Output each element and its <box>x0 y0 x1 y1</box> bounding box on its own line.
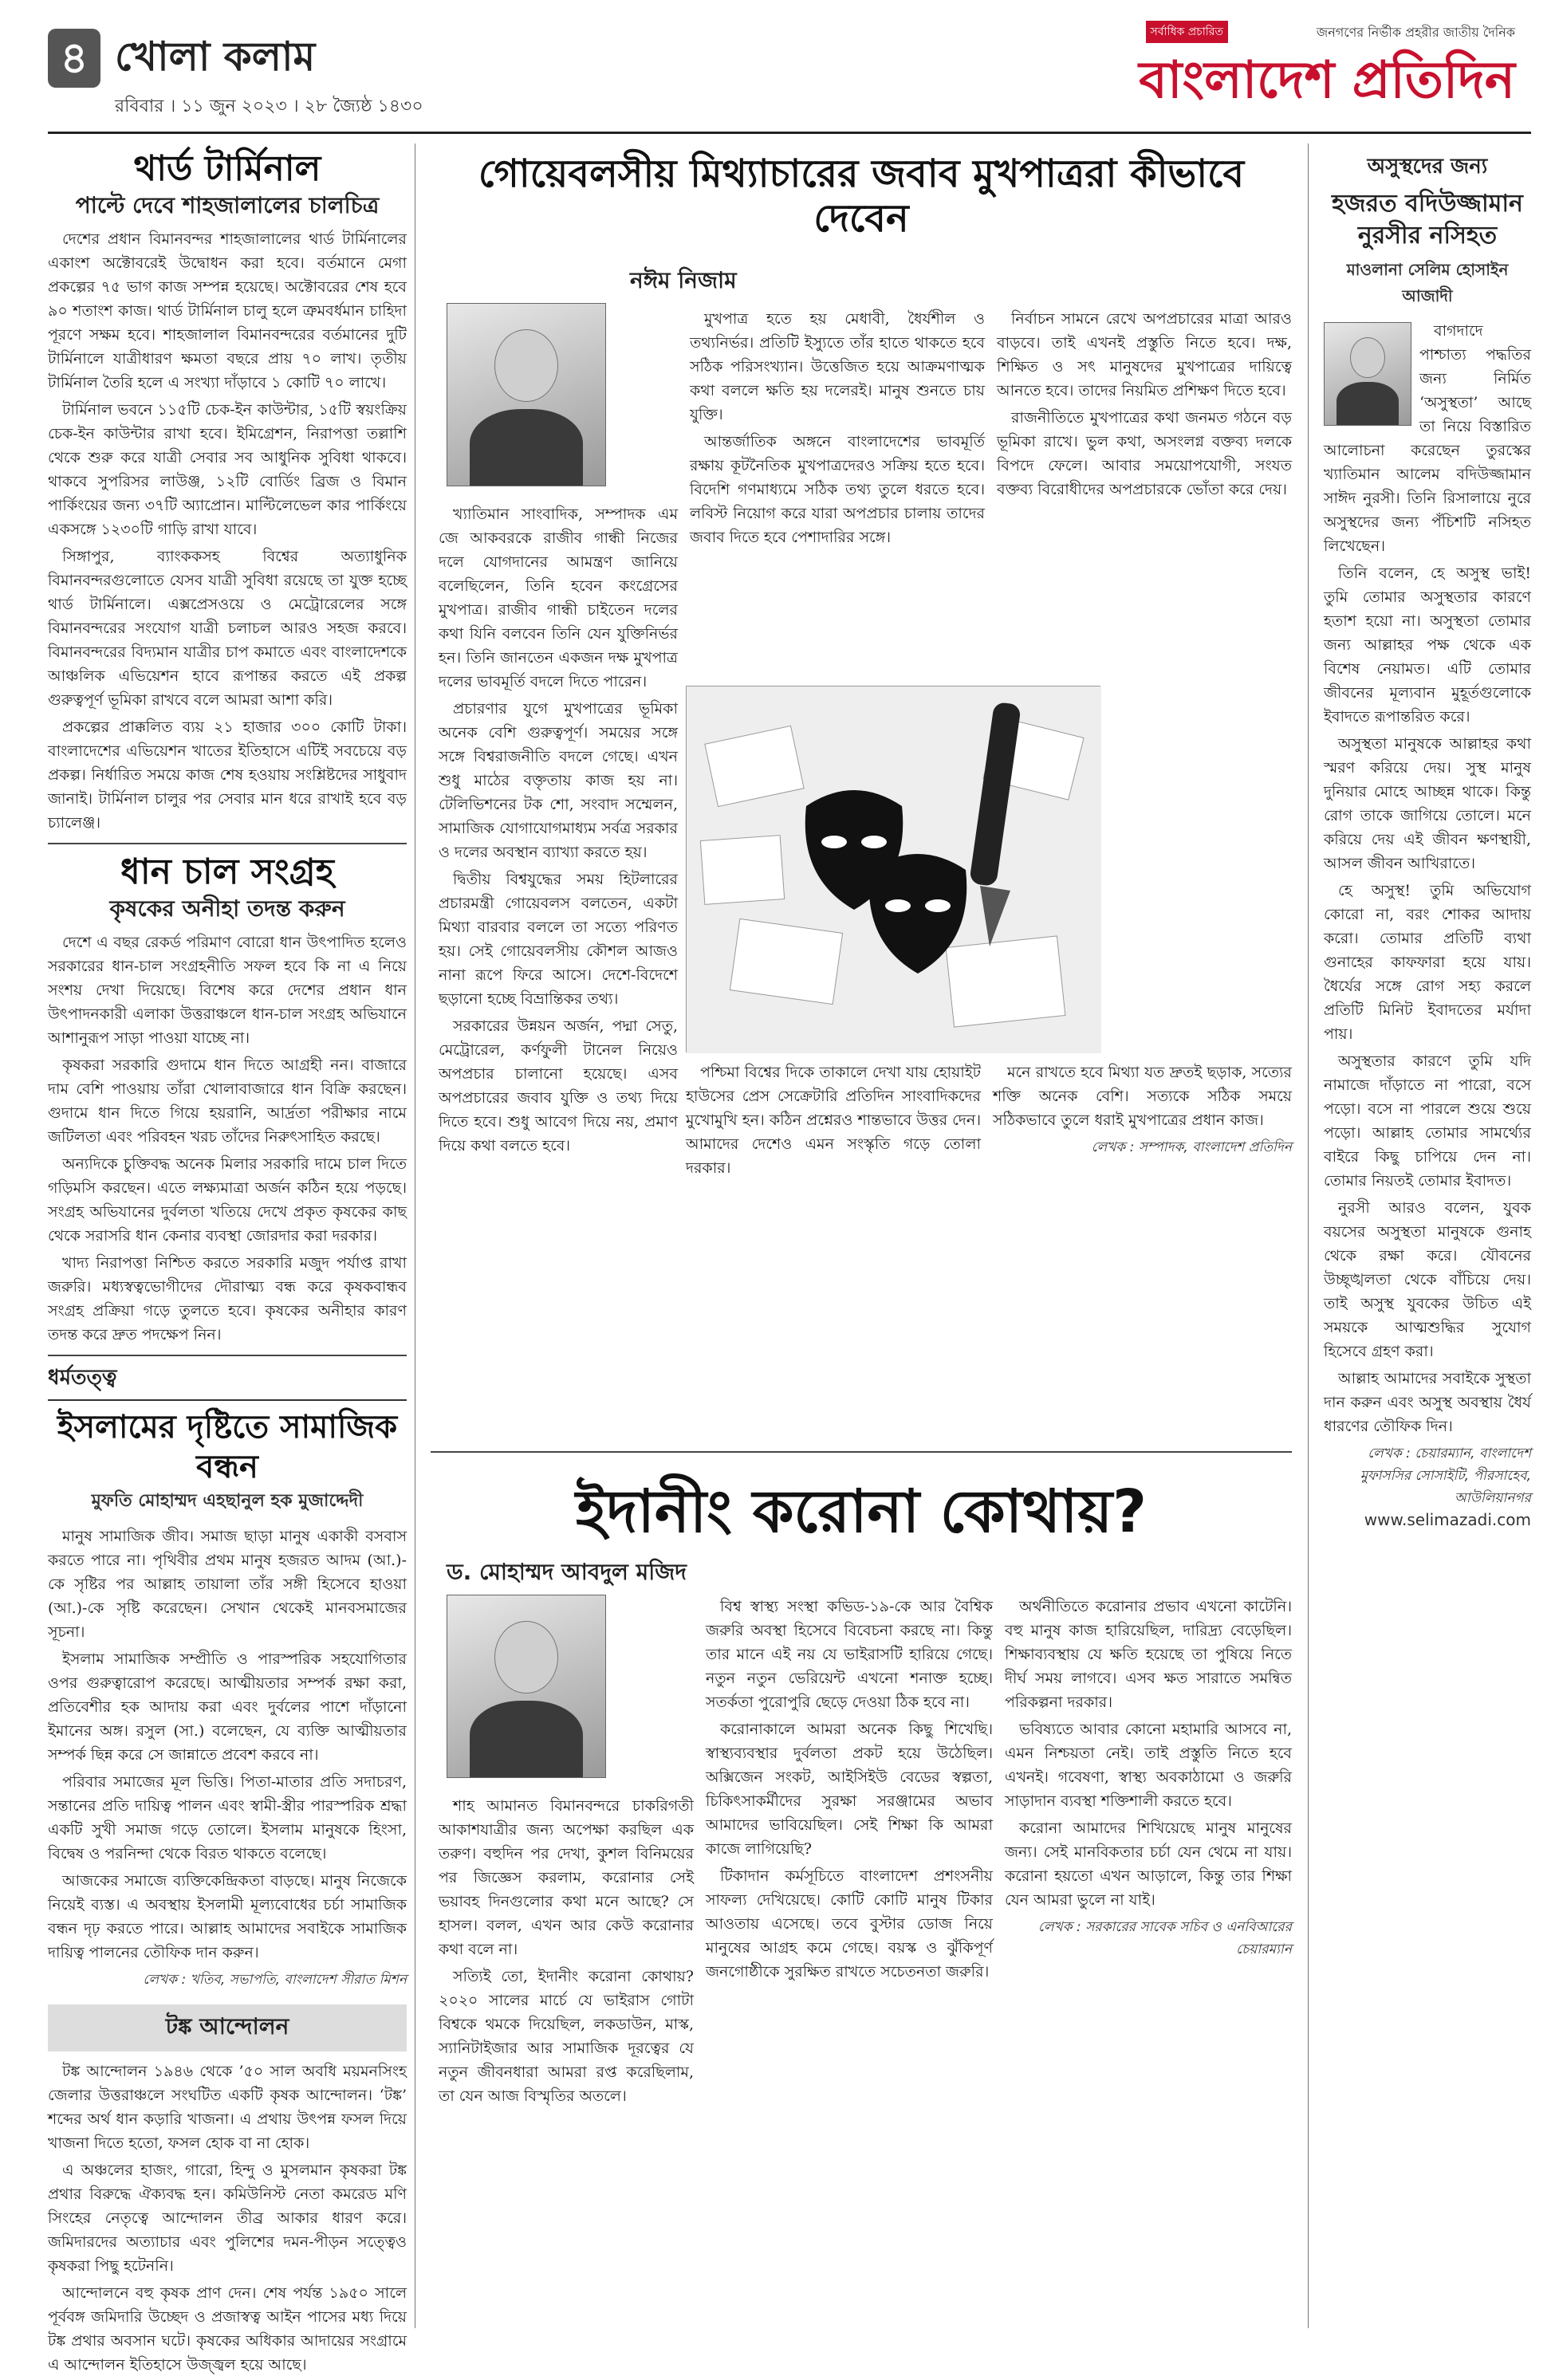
religion-paragraph: আজকের সমাজে ব্যক্তিকেন্দ্রিকতা বাড়ছে। মানুষ নিজেকে নিয়েই ব্যস্ত। এ অবস্থায় ইসলামী মূল্যবোধের চর্চা সামাজিক বন্ধন দৃঢ় করতে পারে। আল্লাহ আমাদের সবাইকে সামাজিক দায়িত্ব পালনের তৌফিক দান করুন। <box>48 1872 407 1961</box>
photo-head <box>494 1621 557 1694</box>
page-number: ৪ <box>48 29 100 88</box>
divider <box>48 1355 407 1356</box>
religion-label: ধর্মতত্ত্ব <box>48 1361 407 1401</box>
editorial-paragraph: টার্মিনাল ভবনে ১১৫টি চেক-ইন কাউন্টার, ১৫টি স্বয়ংক্রিয় চেক-ইন কাউন্টার রাখা হবে। ইমিগ্রেশন, নিরাপত্তা তল্লাশি থেকে শুরু করে যাত্রী সেবার সব আধুনিক সুবিধা থাকবে। থাকবে সুপরিসর লাউঞ্জ, ১২টি বোর্ডিং ব্রিজ ও বিমান পার্কিংয়ের জন্য ৩৭টি অ্যাপ্রোন। মাল্টিলেভেল কার পার্কিংয়ে একসঙ্গে ১২৩০টি গাড়ি রাখা যাবে। <box>48 401 407 538</box>
photo-body <box>470 1701 584 1777</box>
photo-body <box>1337 382 1399 425</box>
corona-author-photo <box>447 1595 606 1778</box>
lead-illustration <box>686 686 1100 1052</box>
lead-column-3 <box>997 307 1292 505</box>
newspaper-logo: বাংলাদেশ প্রতিদিন <box>1139 51 1515 110</box>
right-author: মাওলানা সেলিম হোসাইন আজাদী <box>1346 260 1509 305</box>
right-heading-top: অসুস্থদের জন্য <box>1367 155 1488 179</box>
religion-paragraph: মানুষ সামাজিক জীব। সমাজ ছাড়া মানুষ একাকী বসবাস করতে পারে না। পৃথিবীর প্রথম মানুষ হজরত আদম (আ.)-কে সৃষ্টির পর আল্লাহ তায়ালা তাঁর সঙ্গী হিসেবে হাওয়া (আ.)-কে সৃষ্টি করেছেন। সেখান থেকেই মানবসমাজের সূচনা। <box>48 1528 407 1641</box>
masthead <box>48 14 1531 134</box>
corona-paragraph: করোনাকালে আমরা অনেক কিছু শিখেছি। স্বাস্থ্যব্যবস্থার দুর্বলতা প্রকট হয়ে উঠেছিল। অক্সিজেন সংকট, আইসিইউ বেডের স্বল্পতা, চিকিৎসাকর্মীদের সুরক্ষা সরঞ্জামের অভাব আমাদের ভাবিয়েছিল। সেই শিক্ষা কি আমরা কাজে লাগিয়েছি? <box>706 1721 993 1858</box>
tonk-paragraph: এ অঞ্চলের হাজং, গারো, হিন্দু ও মুসলমান কৃষকরা টঙ্ক প্রথার বিরুদ্ধে ঐক্যবদ্ধ হন। কমিউনিস্ট নেতা কমরেড মণি সিংহের নেতৃত্বে আন্দোলন তীব্র আকার ধারণ করে। জমিদারদের অত্যাচার এবং পুলিশের দমন-পীড়ন সত্ত্বেও কৃষকরা পিছু হটেননি। <box>48 2162 407 2275</box>
logo-tag: সর্বাধিক প্রচারিত <box>1146 21 1228 43</box>
right-paragraph: হে অসুস্থ! তুমি অভিযোগ কোরো না, বরং শোকর আদায় করো। তোমার প্রতিটি ব্যথা গুনাহের কাফফারা হয়ে যায়। ধৈর্যের সঙ্গে রোগ সহ্য করলে প্রতিটি মিনিট ইবাদতের মর্যাদা পায়। <box>1324 882 1531 1043</box>
right-author-note: লেখক : চেয়ারম্যান, বাংলাদেশ মুফাসসির সোসাইটি, পীরসাহেব, আউলিয়ানগর <box>1360 1446 1531 1506</box>
editorial-subheading: পাল্টে দেবে শাহজালালের চালচিত্র <box>75 192 380 218</box>
tonk-heading: টঙ্ক আন্দোলন <box>48 2004 407 2052</box>
editorial-heading: ধান চাল সংগ্রহ <box>120 852 334 892</box>
religion-paragraph: ইসলাম সামাজিক সম্প্রীতি ও পারস্পরিক সহযোগিতার ওপর গুরুত্বারোপ করেছে। আত্মীয়তার সম্পর্ক রক্ষা করা, প্রতিবেশীর হক আদায় করা এবং দুর্বলের পাশে দাঁড়ানো ইমানের অঙ্গ। রসুল (সা.) বলেছেন, যে ব্যক্তি আত্মীয়তার সম্পর্ক ছিন্ন করে সে জান্নাতে প্রবেশ করবে না। <box>48 1650 407 1764</box>
lead-paragraph: আন্তর্জাতিক অঙ্গনে বাংলাদেশের ভাবমূর্তি রক্ষায় কূটনৈতিক মুখপাত্রদেরও সক্রিয় হতে হবে। বিদেশি গণমাধ্যমে সঠিক তথ্য তুলে ধরতে হবে। লবিস্ট নিয়োগ করে যারা অপপ্রচার চালায় তাদের জবাব দিতে হবে পেশাদারির সঙ্গে। <box>690 433 985 546</box>
corona-headline: ইদানীং করোনা কোথায়? <box>576 1477 1147 1546</box>
corona-paragraph: বিশ্ব স্বাস্থ্য সংস্থা কভিড-১৯-কে আর বৈশ্বিক জরুরি অবস্থা হিসেবে বিবেচনা করছে না। কিন্তু তার মানে এই নয় যে ভাইরাসটি হারিয়ে গেছে। নতুন নতুন ভেরিয়েন্ট এখনো শনাক্ত হচ্ছে। সতর্কতা পুরোপুরি ছেড়ে দেওয়া ঠিক হবে না। <box>706 1598 993 1711</box>
right-heading-main: হজরত বদিউজ্জামান নুরসীর নসিহত <box>1332 190 1523 250</box>
logo-subtitle: জনগণের নির্ভীক প্রহরীর জাতীয় দৈনিক <box>1316 25 1515 40</box>
divider <box>48 843 407 844</box>
editorial-paragraph: সিঙ্গাপুর, ব্যাংককসহ বিশ্বের অত্যাধুনিক বিমানবন্দরগুলোতে যেসব যাত্রী সুবিধা রয়েছে তা যুক্ত হচ্ছে থার্ড টার্মিনালে। এক্সপ্রেসওয়ে ও মেট্রোরেলের সঙ্গে বিমানবন্দরের সংযোগ যাত্রী চলাচল আরও সহজ করবে। বিমানবন্দরের বিদ্যমান যাত্রীর চাপ কমাতে এবং বাংলাদেশকে আঞ্চলিক এভিয়েশন হাবে রূপান্তর করতে এই প্রকল্প গুরুত্বপূর্ণ ভূমিকা রাখবে বলে আমরা আশা করি। <box>48 548 407 709</box>
lead-column-4 <box>686 1060 981 1183</box>
corona-column-1 <box>439 1794 694 2111</box>
right-paragraph: অসুস্থতা মানুষকে আল্লাহর কথা স্মরণ করিয়ে দেয়। সুস্থ মানুষ দুনিয়ার মোহে আচ্ছন্ন থাকে। কিন্তু রোগ তাকে জাগিয়ে তোলে। মনে করিয়ে দেয় এই জীবন ক্ষণস্থায়ী, আসল জীবন আখিরাতে। <box>1324 735 1531 872</box>
tonk-paragraph: আন্দোলনে বহু কৃষক প্রাণ দেন। শেষ পর্যন্ত ১৯৫০ সালে পূর্ববঙ্গ জমিদারি উচ্ছেদ ও প্রজাস্বত্ব আইন পাসের মধ্য দিয়ে টঙ্ক প্রথার অবসান ঘটে। কৃষকের অধিকার আদায়ের সংগ্রামে এ আন্দোলন ইতিহাসে উজ্জ্বল হয়ে আছে। <box>48 2284 407 2374</box>
right-paragraph: তিনি বলেন, হে অসুস্থ ভাই! তুমি তোমার অসুস্থতার কারণে হতাশ হয়ো না। অসুস্থতা তোমার জন্য আল্লাহর পক্ষ থেকে এক বিশেষ নেয়ামত। এটি তোমার জীবনের মূল্যবান মুহূর্তগুলোকে ইবাদতে রূপান্তরিত করে। <box>1324 565 1531 726</box>
lead-byline: নঈম নিজাম <box>630 267 737 293</box>
corona-column-2 <box>706 1595 993 1987</box>
corona-paragraph: করোনা আমাদের শিখিয়েছে মানুষ মানুষের জন্য। সেই মানবিকতার চর্চা যেন থেমে না যায়। করোনা হয়তো এখন আড়ালে, কিন্তু তার শিক্ষা যেন আমরা ভুলে না যাই। <box>1005 1819 1292 1909</box>
editorial-paragraph: খাদ্য নিরাপত্তা নিশ্চিত করতে সরকারি মজুদ পর্যাপ্ত রাখা জরুরি। মধ্যস্বত্বভোগীদের দৌরাত্ম্য বন্ধ করে কৃষকবান্ধব সংগ্রহ প্রক্রিয়া গড়ে তুলতে হবে। কৃষকের অনীহার কারণ তদন্ত করে দ্রুত পদক্ষেপ নিন। <box>48 1254 407 1343</box>
lead-author-photo <box>447 303 606 486</box>
religion-author: মুফতি মোহাম্মদ এহছানুল হক মুজাদ্দেদী <box>91 1491 364 1511</box>
lead-paragraph: দ্বিতীয় বিশ্বযুদ্ধের সময় হিটলারের প্রচারমন্ত্রী গোয়েবলস বলতেন, একটা মিথ্যা বারবার বললে তা সত্যে পরিণত হয়। সেই গোয়েবলসীয় কৌশল আজও নানা রূপে ফিরে আসে। দেশে-বিদেশে ছড়ানো হচ্ছে বিভ্রান্তিকর তথ্য। <box>439 871 678 1008</box>
lead-column-2 <box>690 307 985 553</box>
lead-paragraph: মনে রাখতে হবে মিথ্যা যত দ্রুতই ছড়াক, সত্যের শক্তি অনেক বেশি। সত্যকে সঠিক সময়ে সঠিকভাবে তুলে ধরাই মুখপাত্রের প্রধান কাজ। <box>993 1064 1292 1129</box>
column-left <box>48 148 407 2380</box>
lead-paragraph: নির্বাচন সামনে রেখে অপপ্রচারের মাত্রা আরও বাড়বে। তাই এখনই প্রস্তুতি নিতে হবে। দক্ষ, শিক্ষিত ও সৎ মানুষদের মুখপাত্রের দায়িত্বে আনতে হবে। তাদের নিয়মিত প্রশিক্ষণ দিতে হবে। <box>997 310 1292 399</box>
editorial-paragraph: কৃষকরা সরকারি গুদামে ধান দিতে আগ্রহী নন। বাজারে দাম বেশি পাওয়ায় তাঁরা খোলাবাজারে ধান বিক্রি করছেন। গুদামে ধান দিতে গিয়ে হয়রানি, আর্দ্রতা পরীক্ষার নামে জটিলতা এবং পরিবহন খরচ তাঁদের নিরুৎসাহিত করছে। <box>48 1056 407 1146</box>
lead-paragraph: সরকারের উন্নয়ন অর্জন, পদ্মা সেতু, মেট্রোরেল, কর্ণফুলী টানেল নিয়েও অপপ্রচার চালানো হয়েছে। এসব অপপ্রচারের জবাব যুক্তি ও তথ্য দিয়ে দিতে হবে। শুধু আবেগ দিয়ে নয়, প্রমাণ দিয়ে কথা বলতে হবে। <box>439 1017 678 1155</box>
corona-byline: ড. মোহাম্মদ আবদুল মজিদ <box>447 1559 687 1585</box>
column-right <box>1324 151 1531 1529</box>
corona-author-note: লেখক : সরকারের সাবেক সচিব ও এনবিআরের চেয়ারম্যান <box>1037 1919 1292 1957</box>
corona-paragraph: টিকাদান কর্মসূচিতে বাংলাদেশ প্রশংসনীয় সাফল্য দেখিয়েছে। কোটি কোটি মানুষ টিকার আওতায় এসেছে। তবে বুস্টার ডোজ নিয়ে মানুষের আগ্রহ কমে গেছে। বয়স্ক ও ঝুঁকিপূর্ণ জনগোষ্ঠীকে সুরক্ষিত রাখতে সচেতনতা জরুরি। <box>706 1867 993 1981</box>
right-paragraph: আল্লাহ আমাদের সবাইকে সুস্থতা দান করুন এবং অসুস্থ অবস্থায় ধৈর্য ধারণের তৌফিক দিন। <box>1324 1370 1531 1435</box>
lead-paragraph: প্রচারণার যুগে মুখপাত্রের ভূমিকা অনেক বেশি গুরুত্বপূর্ণ। সময়ের সঙ্গে সঙ্গে বিশ্বরাজনীতি বদলে গেছে। এখন শুধু মাঠের বক্তৃতায় কাজ হয় না। টেলিভিশনের টক শো, সংবাদ সম্মেলন, সামাজিক যোগাযোগমাধ্যম সর্বত্র সরকার ও দলের অবস্থান ব্যাখ্যা করতে হয়। <box>439 700 678 861</box>
lead-paragraph: মুখপাত্র হতে হয় মেধাবী, ধৈর্যশীল ও তথ্যনির্ভর। প্রতিটি ইস্যুতে তাঁর হাতে থাকতে হবে সঠিক পরিসংখ্যান। উত্তেজিত হয়ে আক্রমণাত্মক কথা বললে ক্ষতি হয় দলেরই। মানুষ শুনতে চায় যুক্তি। <box>690 310 985 423</box>
lead-column-5 <box>993 1060 1292 1159</box>
author-website: www.selimazadi.com <box>1364 1510 1531 1529</box>
right-paragraph: নুরসী আরও বলেন, যুবক বয়সের অসুস্থতা মানুষকে গুনাহ থেকে রক্ষা করে। যৌবনের উচ্ছৃঙ্খলতা থেকে বাঁচিয়ে দেয়। তাই অসুস্থ যুবকের উচিত এই সময়কে আত্মশুদ্ধির সুযোগ হিসেবে গ্রহণ করা। <box>1324 1199 1531 1360</box>
section-rule <box>431 1451 1292 1453</box>
section-title: খোলা কলাম <box>115 33 316 80</box>
right-paragraph: বাগদাদে পাশ্চাত্য পদ্ধতির জন্য নির্মিত ‘অসুস্থতা’ আছে তা নিয়ে বিস্তারিত আলোচনা করেছেন তুরস্কের খ্যাতিমান আলেম বদিউজ্জামান সাঈদ নুরসী। তিনি রিসালায়ে নুরে অসুস্থদের জন্য পঁচিশটি নসিহত লিখেছেন। <box>1324 322 1531 555</box>
corona-paragraph: ভবিষ্যতে আবার কোনো মহামারি আসবে না, এমন নিশ্চয়তা নেই। তাই প্রস্তুতি নিতে হবে এখনই। গবেষণা, স্বাস্থ্য অবকাঠামো ও জরুরি সাড়াদান ব্যবস্থা শক্তিশালী করতে হবে। <box>1005 1721 1292 1810</box>
right-author-photo-wrap <box>1324 322 1411 426</box>
column-rule <box>1308 144 1309 2328</box>
lead-paragraph: রাজনীতিতে মুখপাত্রের কথা জনমত গঠনে বড় ভূমিকা রাখে। ভুল কথা, অসংলগ্ন বক্তব্য দলকে বিপদে ফেলে। আবার সময়োপযোগী, সংযত বক্তব্য বিরোধীদের অপপ্রচারকে ভোঁতা করে দেয়। <box>997 409 1292 498</box>
lead-author-note: লেখক : সম্পাদক, বাংলাদেশ প্রতিদিন <box>1091 1139 1292 1155</box>
lead-column-1 <box>439 502 678 1161</box>
right-author-photo <box>1324 322 1411 426</box>
corona-column-3 <box>1005 1595 1292 1961</box>
lead-paragraph: খ্যাতিমান সাংবাদিক, সম্পাদক এম জে আকবরকে রাজীব গান্ধী নিজের দলে যোগদানের আমন্ত্রণ জানিয়ে বলেছিলেন, তিনি হবেন কংগ্রেসের মুখপাত্র। রাজীব গান্ধী চাইতেন দলের কথা যিনি বলবেন তিনি যেন যুক্তিনির্ভর হন। তিনি জানতেন একজন দক্ষ মুখপাত্র দলের ভাবমূর্তি বদলে দিতে পারেন। <box>439 506 678 690</box>
right-paragraph: অসুস্থতার কারণে তুমি যদি নামাজে দাঁড়াতে না পারো, বসে পড়ো। বসে না পারলে শুয়ে শুয়ে পড়ো। আল্লাহ তোমার সামর্থ্যের বাইরে কিছু চাপিয়ে দেন না। তোমার নিয়তই তোমার ইবাদত। <box>1324 1052 1531 1190</box>
editorial-paragraph: প্রকল্পের প্রাক্কলিত ব্যয় ২১ হাজার ৩০০ কোটি টাকা। বাংলাদেশের এভিয়েশন খাতের ইতিহাসে এটিই সবচেয়ে বড় প্রকল্প। নির্ধারিত সময়ে কাজ শেষ হওয়ায় সংশ্লিষ্টদের সাধুবাদ জানাই। টার্মিনাল চালুর পর সেবার মান ধরে রাখাই হবে বড় চ্যালেঞ্জ। <box>48 718 407 832</box>
editorial-subheading: কৃষকের অনীহা তদন্ত করুন <box>109 895 345 922</box>
photo-body <box>470 409 584 486</box>
corona-paragraph: সত্যিই তো, ইদানীং করোনা কোথায়? ২০২০ সালের মার্চে যে ভাইরাস গোটা বিশ্বকে থমকে দিয়েছিল, লকডাউন, মাস্ক, স্যানিটাইজার আর সামাজিক দূরত্বের যে নতুন জীবনধারা আমরা রপ্ত করেছিলাম, তা যেন আজ বিস্মৃতির অতলে। <box>439 1968 694 2105</box>
religion-heading: ইসলামের দৃষ্টিতে সামাজিক বন্ধন <box>57 1409 398 1485</box>
lead-headline: গোয়েবলসীয় মিথ্যাচারের জবাব মুখপাত্ররা কীভাবে দেবেন <box>478 151 1245 241</box>
editorial-heading: থার্ড টার্মিনাল <box>133 148 321 189</box>
tonk-paragraph: টঙ্ক আন্দোলন ১৯৪৬ থেকে ’৫০ সাল অবধি ময়মনসিংহ জেলার উত্তরাঞ্চলে সংঘটিত একটি কৃষক আন্দোলন। ‘টঙ্ক’ শব্দের অর্থ ধান কড়ারি খাজনা। এ প্রথায় উৎপন্ন ফসল দিয়ে খাজনা দিতে হতো, ফসল হোক বা না হোক। <box>48 2063 407 2152</box>
religion-paragraph: পরিবার সমাজের মূল ভিত্তি। পিতা-মাতার প্রতি সদাচরণ, সন্তানের প্রতি দায়িত্ব পালন এবং স্বামী-স্ত্রীর পারস্পরিক শ্রদ্ধা একটি সুখী সমাজ গড়ে তোলে। ইসলাম মানুষকে হিংসা, বিদ্বেষ ও পরনিন্দা থেকে বিরত থাকতে বলেছে। <box>48 1773 407 1863</box>
photo-head <box>1350 337 1384 378</box>
lead-paragraph: পশ্চিমা বিশ্বের দিকে তাকালে দেখা যায় হোয়াইট হাউসের প্রেস সেক্রেটারি প্রতিদিন সাংবাদিকদের মুখোমুখি হন। কঠিন প্রশ্নেরও শান্তভাবে উত্তর দেন। আমাদের দেশেও এমন সংস্কৃতি গড়ে তোলা দরকার। <box>686 1064 981 1177</box>
religion-author-note: লেখক : খতিব, সভাপতি, বাংলাদেশ সীরাত মিশন <box>143 1972 407 1988</box>
editorial-paragraph: দেশে এ বছর রেকর্ড পরিমাণ বোরো ধান উৎপাদিত হলেও সরকারের ধান-চাল সংগ্রহনীতি সফল হবে কি না এ নিয়ে সংশয় দেখা দিয়েছে। বিশেষ করে দেশের প্রধান ধান উৎপাদনকারী এলাকা উত্তরাঞ্চলে ধান-চাল সংগ্রহ অভিযানে আশানুরূপ সাড়া পাওয়া যাচ্ছে না। <box>48 934 407 1047</box>
editorial-paragraph: দেশের প্রধান বিমানবন্দর শাহজালালের থার্ড টার্মিনালের একাংশ অক্টোবরেই উদ্বোধন করা হবে। বর্তমানে মেগা প্রকল্পের ৭৫ ভাগ কাজ সম্পন্ন হয়েছে। অক্টোবরের শেষ হবে ৯০ শতাংশ কাজ। থার্ড টার্মিনাল চালু হলে ত্রুমবর্ধমান চাহিদা পূরণে সক্ষম হবে। শাহজালাল বিমানবন্দরের বর্তমানের দুটি টার্মিনালে যাত্রীধারণ ক্ষমতা বছরে প্রায় ৭০ লাখ। তৃতীয় টার্মিনাল তৈরি হলে এ সংখ্যা দাঁড়াবে ১ কোটি ৭০ লাখে। <box>48 230 407 391</box>
issue-date: রবিবার । ১১ জুন ২০২৩ । ২৮ জ্যৈষ্ঠ ১৪৩০ <box>115 96 423 116</box>
masks-and-pen-illustration <box>687 686 1101 1053</box>
photo-head <box>494 329 557 402</box>
editorial-paragraph: অন্যদিকে চুক্তিবদ্ধ অনেক মিলার সরকারি দামে চাল দিতে গড়িমসি করছেন। এতে লক্ষ্যমাত্রা অর্জন কঠিন হয়ে পড়ছে। সংগ্রহ অভিযানের দুর্বলতা খতিয়ে দেখে প্রকৃত কৃষকের কাছ থেকে সরাসরি ধান কেনার ব্যবস্থা জোরদার করা দরকার। <box>48 1155 407 1245</box>
corona-paragraph: অর্থনীতিতে করোনার প্রভাব এখনো কাটেনি। বহু মানুষ কাজ হারিয়েছিল, দারিদ্র্য বেড়েছিল। শিক্ষাব্যবস্থায় যে ক্ষতি হয়েছে তা পুষিয়ে নিতে দীর্ঘ সময় লাগবে। এসব ক্ষত সারাতে সমন্বিত পরিকল্পনা দরকার। <box>1005 1598 1292 1711</box>
corona-paragraph: শাহ আমানত বিমানবন্দরে চাকরিগতী আকাশযাত্রীর জন্য অপেক্ষা করছিল এক তরুণ। বহুদিন পর দেখা, কুশল বিনিময়ের পর জিজ্ঞেস করলাম, করোনার সেই ভয়াবহ দিনগুলোর কথা মনে আছে? সে হাসল। বলল, এখন আর কেউ করোনার কথা বলে না। <box>439 1797 694 1958</box>
